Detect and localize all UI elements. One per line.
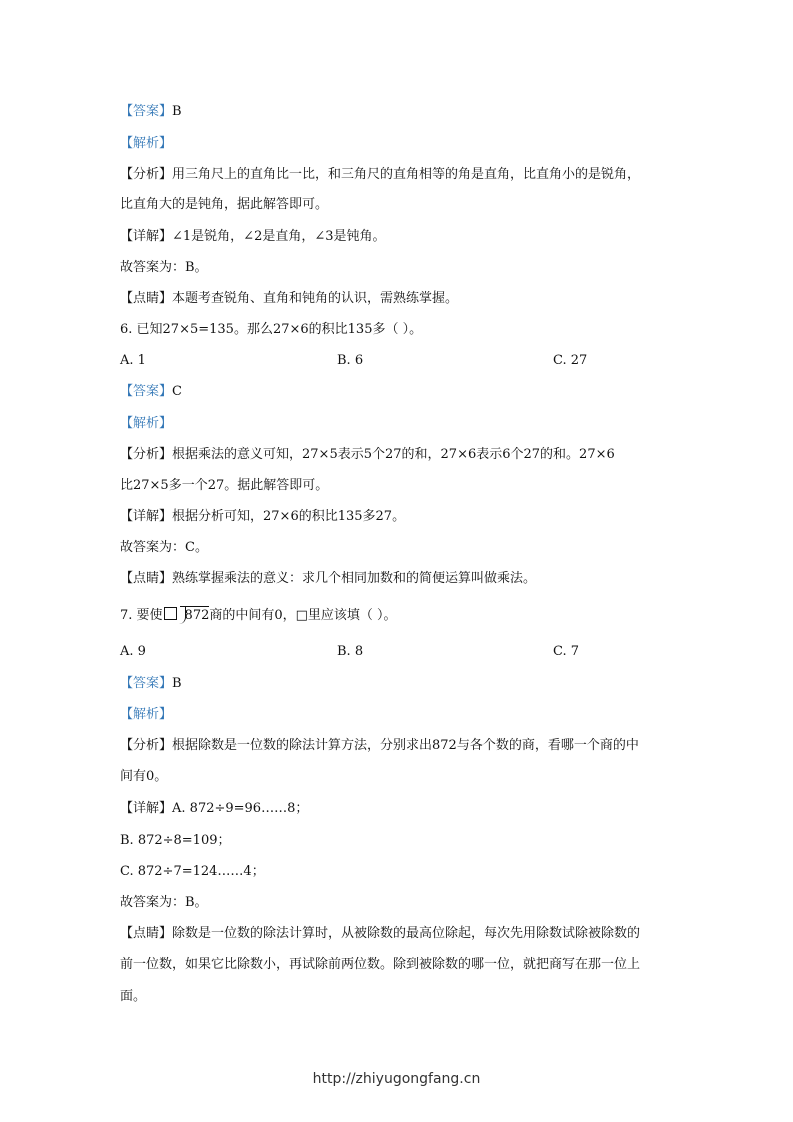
q6-xiangjie-text: 根据分析可知，27×6的积比135多27。 — [172, 509, 406, 524]
q5-xiangjie-line — [120, 228, 386, 246]
q6-dianjing-text: 熟练掌握乘法的意义：求几个相同加数和的简便运算叫做乘法。 — [172, 571, 537, 586]
q5-xiangjie-text: ∠1是锐角，∠2是直角，∠3是钝角。 — [172, 229, 386, 244]
q5-fenxi-line-2: 比直角大的是钝角，据此解答即可。 — [120, 197, 329, 212]
q7-dividend: 872 — [184, 608, 210, 623]
q7-xiangjie-line-1 — [120, 800, 308, 818]
q6-answer: C — [172, 384, 182, 399]
q7-xiangjie-tag: 【详解】 — [120, 801, 173, 816]
q7-dianjing-line-2: 前一位数，如果它比除数小，再试除前两位数。除到被除数的哪一位，就把商写在那一位上 — [120, 957, 641, 972]
q7-dianjing-line-1 — [120, 925, 640, 943]
q6-xiangjie-tag: 【详解】 — [120, 509, 173, 524]
q7-dianjing-tag: 【点睛】 — [120, 926, 173, 941]
q7-question-prefix: 7. 要使 — [120, 608, 163, 623]
q6-fenxi-tag: 【分析】 — [120, 447, 173, 462]
q6-analysis-tag: 【解析】 — [120, 416, 173, 431]
q7-question-suffix: 商的中间有0，□里应该填（ ）。 — [209, 608, 397, 623]
q5-fenxi-text-1: 用三角尺上的直角比一比，和三角尺的直角相等的角是直角，比直角小的是锐角， — [172, 167, 641, 182]
q7-question — [120, 606, 397, 625]
q7-option-b: B. 8 — [337, 644, 364, 659]
q5-xiangjie-tag: 【详解】 — [120, 229, 173, 244]
q7-fenxi-line-2: 间有0。 — [120, 769, 168, 784]
q7-xiangjie-line-3: C. 872÷7=124……4； — [120, 864, 265, 879]
q7-fenxi-text-1: 根据除数是一位数的除法计算方法，分别求出872与各个数的商，看哪一个商的中 — [172, 738, 639, 753]
q6-fenxi-text-1: 根据乘法的意义可知，27×5表示5个27的和，27×6表示6个27的和。27×6 — [172, 447, 615, 462]
q6-answer-tag: 【答案】 — [120, 384, 173, 399]
q7-fenxi-tag: 【分析】 — [120, 738, 173, 753]
q6-dianjing-line — [120, 570, 536, 588]
q6-option-b: B. 6 — [337, 353, 364, 368]
q6-conclusion: 故答案为：C。 — [120, 540, 208, 555]
q6-option-c: C. 27 — [553, 353, 588, 368]
q7-fenxi-line-1 — [120, 737, 639, 755]
q7-xiangjie-text-1: A. 872÷9=96……8； — [172, 801, 309, 816]
q5-fenxi-line-1 — [120, 166, 640, 184]
long-division-bracket — [180, 606, 210, 625]
q5-dianjing-line — [120, 290, 458, 308]
q5-answer-tag: 【答案】 — [120, 104, 173, 119]
q7-dianjing-line-3: 面。 — [120, 989, 147, 1004]
q5-fenxi-tag: 【分析】 — [120, 167, 173, 182]
q7-answer-line — [120, 675, 182, 693]
footer-url: http://zhiyugongfang.cn — [312, 1071, 481, 1087]
blank-box — [164, 607, 177, 620]
q6-xiangjie-line — [120, 508, 405, 526]
q7-analysis-tag: 【解析】 — [120, 707, 173, 722]
q7-xiangjie-line-2: B. 872÷8=109； — [120, 833, 231, 848]
q7-dianjing-text-1: 除数是一位数的除法计算时，从被除数的最高位除起，每次先用除数试除被除数的 — [172, 926, 641, 941]
q6-answer-line — [120, 383, 182, 401]
q5-conclusion: 故答案为：B。 — [120, 260, 208, 275]
q6-dianjing-tag: 【点睛】 — [120, 571, 173, 586]
q5-answer-line — [120, 103, 182, 121]
q7-answer-tag: 【答案】 — [120, 676, 173, 691]
q6-option-a: A. 1 — [120, 353, 146, 368]
q7-option-a: A. 9 — [120, 644, 146, 659]
q6-fenxi-line-2: 比27×5多一个27。据此解答即可。 — [120, 478, 329, 493]
q5-dianjing-text: 本题考查锐角、直角和钝角的认识，需熟练掌握。 — [172, 291, 459, 306]
q5-dianjing-tag: 【点睛】 — [120, 291, 173, 306]
q7-conclusion: 故答案为：B。 — [120, 895, 208, 910]
q7-option-c: C. 7 — [553, 644, 580, 659]
q7-answer: B — [172, 676, 182, 691]
q6-fenxi-line-1 — [120, 446, 615, 464]
q6-question: 6. 已知27×5=135。那么27×6的积比135多（ ）。 — [120, 322, 423, 337]
q5-answer: B — [172, 104, 182, 119]
q5-analysis-tag: 【解析】 — [120, 136, 173, 151]
